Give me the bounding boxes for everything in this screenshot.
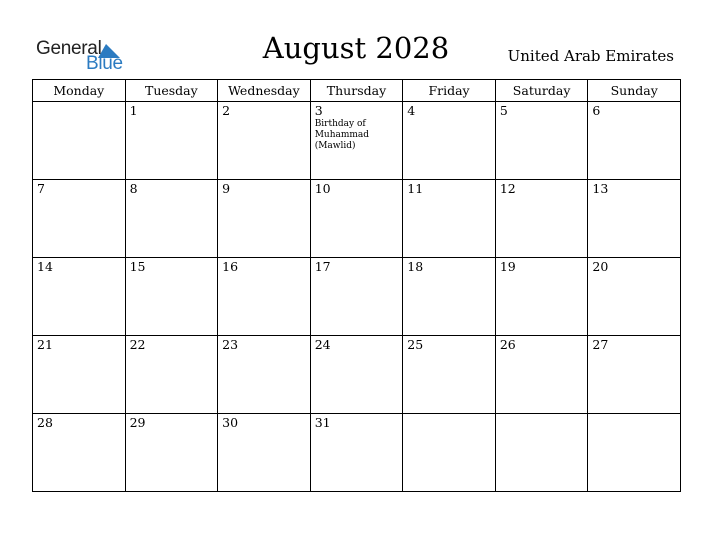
day-number: 13 [592,181,609,196]
weekday-wednesday: Wednesday [218,80,311,102]
day-number: 22 [129,337,146,352]
day-cell [310,258,403,336]
day-cell [403,258,496,336]
calendar-body [33,102,681,492]
week-row [33,180,681,258]
day-number: 7 [37,181,45,196]
day-number: 12 [499,181,516,196]
day-cell [495,180,588,258]
day-number: 20 [592,259,609,274]
day-cell [125,414,218,492]
day-cell [125,102,218,180]
holiday-label: Birthday of Muhammad (Mawlid) [314,119,370,151]
weekday-friday: Friday [403,80,496,102]
day-number: 27 [592,337,609,352]
weekday-sunday: Sunday [588,80,681,102]
day-cell [403,336,496,414]
day-number: 18 [407,259,424,274]
day-cell [218,336,311,414]
logo-text-general: General [36,38,102,59]
country-name: United Arab Emirates [507,47,674,65]
week-row [33,102,681,180]
day-number: 16 [222,259,239,274]
weekday-thursday: Thursday [310,80,403,102]
day-cell [495,336,588,414]
day-number: 21 [37,337,53,352]
empty-day-cell [495,414,588,492]
week-row [33,258,681,336]
empty-day-cell [588,414,681,492]
day-cell [218,258,311,336]
day-cell [310,102,403,180]
day-cell [218,414,311,492]
day-cell [588,336,681,414]
day-cell [125,258,218,336]
calendar-title: August 2028 [262,31,450,65]
day-number: 25 [407,337,424,352]
day-cell [403,180,496,258]
day-number: 15 [129,259,146,274]
week-row [33,336,681,414]
day-cell [33,180,126,258]
day-cell [218,180,311,258]
weekday-monday: Monday [33,80,126,102]
weekday-header-row [33,80,681,102]
day-number: 2 [222,103,231,118]
day-cell [588,180,681,258]
day-number: 8 [129,181,138,196]
day-cell [310,414,403,492]
day-number: 28 [37,415,53,430]
day-cell [125,336,218,414]
day-number: 6 [592,103,601,118]
day-cell [310,336,403,414]
empty-day-cell [403,414,496,492]
day-number: 19 [499,259,516,274]
day-number: 29 [129,415,146,430]
weekday-saturday: Saturday [495,80,588,102]
day-cell [588,258,681,336]
day-number: 5 [499,103,508,118]
day-cell [588,102,681,180]
day-cell [33,336,126,414]
day-number: 31 [314,415,331,430]
day-cell [403,102,496,180]
day-number: 26 [499,337,516,352]
day-number: 14 [37,259,53,274]
calendar-grid [32,79,681,492]
day-number: 9 [222,181,231,196]
logo-text-blue: Blue [86,53,123,74]
day-cell [218,102,311,180]
day-number: 23 [222,337,239,352]
day-number: 17 [314,259,331,274]
day-cell [310,180,403,258]
day-cell [33,258,126,336]
day-number: 1 [129,103,138,118]
day-number: 10 [314,181,331,196]
day-number: 30 [222,415,239,430]
day-cell [495,102,588,180]
day-number: 11 [407,181,424,196]
day-cell [33,414,126,492]
day-cell [495,258,588,336]
day-number: 3 [314,103,323,118]
empty-day-cell [33,102,126,180]
day-number: 4 [407,103,416,118]
day-number: 24 [314,337,331,352]
day-cell [125,180,218,258]
weekday-tuesday: Tuesday [125,80,218,102]
week-row [33,414,681,492]
